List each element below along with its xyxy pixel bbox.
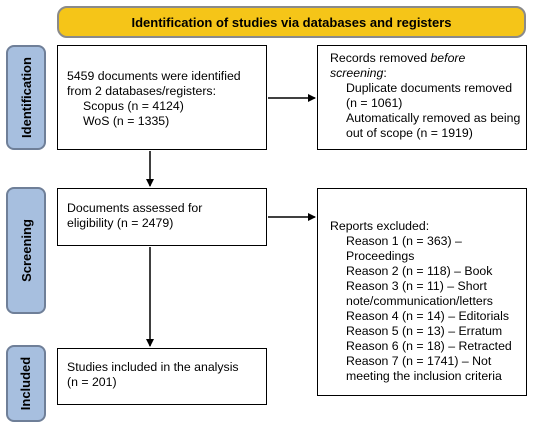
excluded-reason-line: meeting the inclusion criteria — [346, 369, 502, 383]
excluded-reason-line: Reason 2 (n = 118) – Book — [346, 264, 493, 278]
excluded-reason-line: Reason 3 (n = 11) – Short — [346, 279, 487, 293]
assessed-line-2: eligibility (n = 2479) — [67, 216, 174, 230]
identification-line-1: 5459 documents were identified — [67, 69, 241, 83]
excluded-reason-line: Reason 5 (n = 13) – Erratum — [346, 324, 503, 338]
stage-identification-label: Identification — [18, 57, 34, 138]
excluded-reason-line: Reason 6 (n = 18) – Retracted — [346, 339, 512, 353]
removed-duplicates-count: (n = 1061) — [346, 96, 403, 110]
records-removed-box — [317, 45, 527, 150]
identification-line-2: from 2 databases/registers: — [67, 84, 216, 98]
included-line-2: (n = 201) — [67, 375, 117, 389]
assessed-line-1: Documents assessed for — [67, 201, 203, 215]
removed-auto-2: out of scope (n = 1919) — [346, 126, 473, 140]
assessed-box — [57, 188, 267, 246]
removed-heading-emphasis-2: screening — [330, 66, 384, 80]
identification-box — [57, 45, 267, 150]
stage-screening-label: Screening — [18, 219, 34, 282]
excluded-reason-line: Reason 1 (n = 363) – — [346, 234, 462, 248]
identification-scopus: Scopus (n = 4124) — [83, 99, 184, 113]
excluded-reason-line: Reason 7 (n = 1741) – Not — [346, 354, 492, 368]
header-title: Identification of studies via databases and registers — [131, 14, 452, 30]
reports-excluded-box — [317, 188, 527, 396]
excluded-reason-line: Reason 4 (n = 14) – Editorials — [346, 309, 510, 323]
removed-heading-2: screening: — [330, 66, 387, 80]
excluded-reason-line: note/communication/letters — [346, 294, 493, 308]
included-line-1: Studies included in the analysis — [67, 360, 239, 374]
removed-heading-emphasis: before — [430, 51, 466, 65]
identification-wos: WoS (n = 1335) — [83, 114, 170, 128]
removed-duplicates: Duplicate documents removed — [346, 81, 513, 95]
excluded-reason-line: Proceedings — [346, 249, 415, 263]
stage-included-label: Included — [18, 356, 34, 411]
removed-auto-1: Automatically removed as being — [346, 111, 521, 125]
excluded-heading: Reports excluded: — [330, 219, 430, 233]
removed-heading-1: Records removed before — [330, 51, 466, 65]
included-box — [57, 348, 267, 405]
